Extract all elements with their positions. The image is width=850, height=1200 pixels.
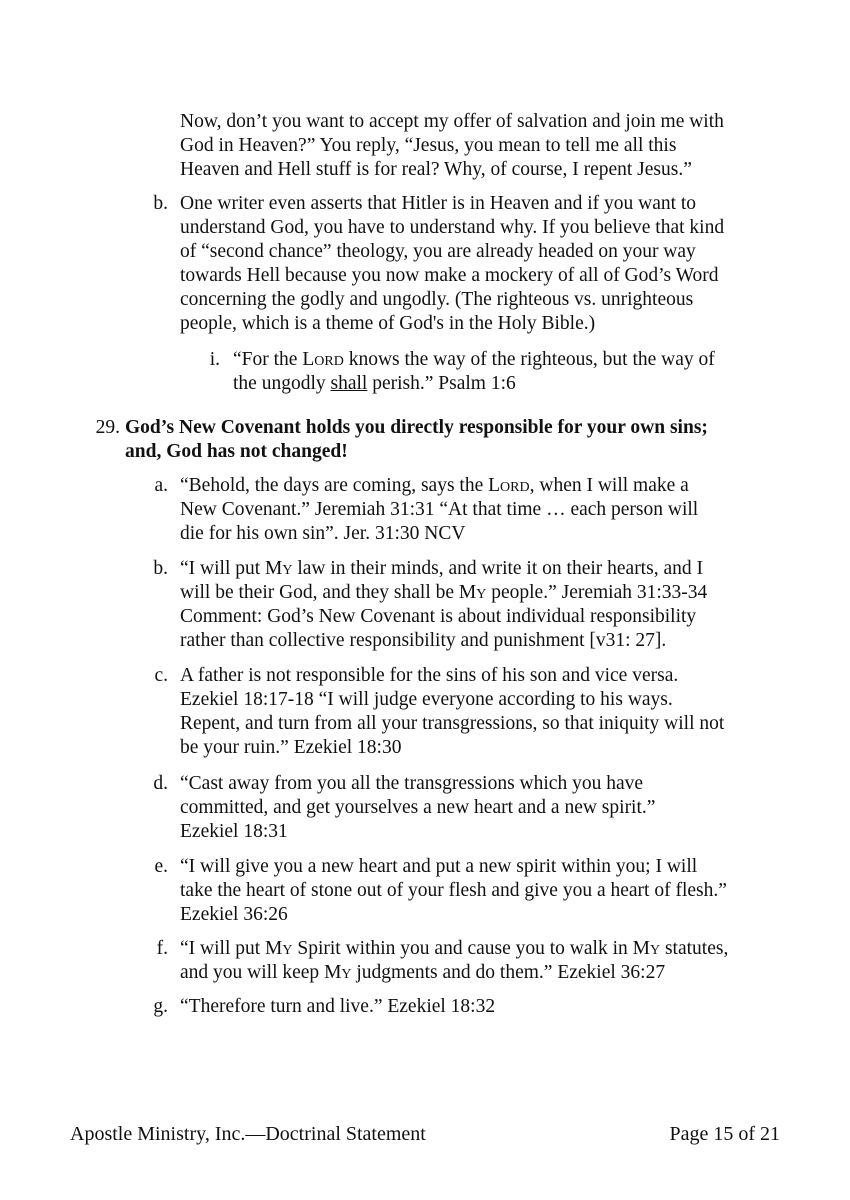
- text-line: God in Heaven?” You reply, “Jesus, you mean to tell me all this: [180, 135, 677, 156]
- text-line: of “second chance” theology, you are already headed on your way: [180, 241, 696, 262]
- text-line: and you will keep My judgments and do them.” Ezekiel 36:27: [180, 962, 666, 983]
- lord-smallcaps: Lord: [302, 349, 344, 370]
- text-line: “For the Lord knows the way of the righteous, but the way of: [233, 349, 715, 370]
- section-heading: [125, 416, 795, 464]
- list-marker: e.: [154, 856, 168, 877]
- text-line: “Behold, the days are coming, says the Lord, when I will make a: [180, 475, 689, 496]
- footer-page-number: Page 15 of 21: [669, 1123, 780, 1145]
- list-marker: d.: [153, 773, 168, 794]
- list-marker: b.: [153, 558, 168, 579]
- text-line: Now, don’t you want to accept my offer of salvation and join me with: [180, 111, 724, 132]
- text-line: Heaven and Hell stuff is for real? Why, of course, I repent Jesus.”: [180, 159, 692, 180]
- list-item-f: [180, 937, 792, 985]
- heading-line: and, God has not changed!: [125, 441, 348, 462]
- text-line: “I will give you a new heart and put a new spirit within you; I will: [180, 856, 698, 877]
- text-line: A father is not responsible for the sins of his son and vice versa.: [180, 665, 679, 686]
- list-item-a: [180, 474, 792, 546]
- text-line: concerning the godly and ungodly. (The righteous vs. unrighteous: [180, 289, 694, 310]
- text-line: Repent, and turn from all your transgressions, so that iniquity will not: [180, 713, 725, 734]
- text-line: understand God, you have to understand why. If you believe that kind: [180, 217, 725, 238]
- text-line: people, which is a theme of God's in the Holy Bible.): [180, 313, 596, 334]
- text-line: take the heart of stone out of your flesh and give you a heart of flesh.”: [180, 880, 727, 901]
- list-marker: a.: [154, 475, 168, 496]
- text-line: Ezekiel 18:31: [180, 821, 288, 842]
- list-marker: c.: [154, 665, 168, 686]
- list-marker: g.: [153, 996, 168, 1017]
- text-line: One writer even asserts that Hitler is in Heaven and if you want to: [180, 193, 697, 214]
- text-line: will be their God, and they shall be My people.” Jeremiah 31:33-34: [180, 582, 708, 603]
- text-line: towards Hell because you now make a mockery of all of God’s Word: [180, 265, 719, 286]
- continuation-paragraph: [180, 110, 792, 182]
- text-line: Comment: God’s New Covenant is about individual responsibility: [180, 606, 697, 627]
- list-marker: b.: [153, 193, 168, 214]
- list-item-g: [180, 995, 792, 1019]
- text-line: Ezekiel 18:17-18 “I will judge everyone according to his ways.: [180, 689, 673, 710]
- text-line: rather than collective responsibility and punishment [v31: 27].: [180, 630, 667, 651]
- text-line: committed, and get yourselves a new heart and a new spirit.”: [180, 797, 656, 818]
- lord-smallcaps: Lord: [488, 475, 530, 496]
- list-item-b: [180, 557, 792, 653]
- text-line: New Covenant.” Jeremiah 31:31 “At that time … each person will: [180, 499, 699, 520]
- text-line: be your ruin.” Ezekiel 18:30: [180, 737, 402, 758]
- sub-item-i: [233, 348, 793, 396]
- text-line: the ungodly shall perish.” Psalm 1:6: [233, 373, 516, 394]
- list-item-d: [180, 772, 792, 844]
- section-number: 29.: [95, 417, 120, 438]
- text-line: “I will put My law in their minds, and write it on their hearts, and I: [180, 558, 703, 579]
- heading-line: God’s New Covenant holds you directly responsible for your own sins;: [125, 417, 708, 438]
- footer-organization: Apostle Ministry, Inc.—Doctrinal Statement: [70, 1123, 426, 1145]
- text-line: “Therefore turn and live.” Ezekiel 18:32: [180, 996, 496, 1017]
- text-line: Ezekiel 36:26: [180, 904, 288, 925]
- list-marker: f.: [156, 938, 168, 959]
- list-item-e: [180, 855, 792, 927]
- list-item-c: [180, 664, 792, 760]
- text-line: die for his own sin”. Jer. 31:30 NCV: [180, 523, 466, 544]
- list-item-b-previous: [180, 192, 792, 336]
- text-line: “I will put My Spirit within you and cause you to walk in My statutes,: [180, 938, 729, 959]
- text-line: “Cast away from you all the transgressions which you have: [180, 773, 644, 794]
- list-marker: i.: [209, 349, 220, 370]
- underlined-word: shall: [330, 373, 368, 394]
